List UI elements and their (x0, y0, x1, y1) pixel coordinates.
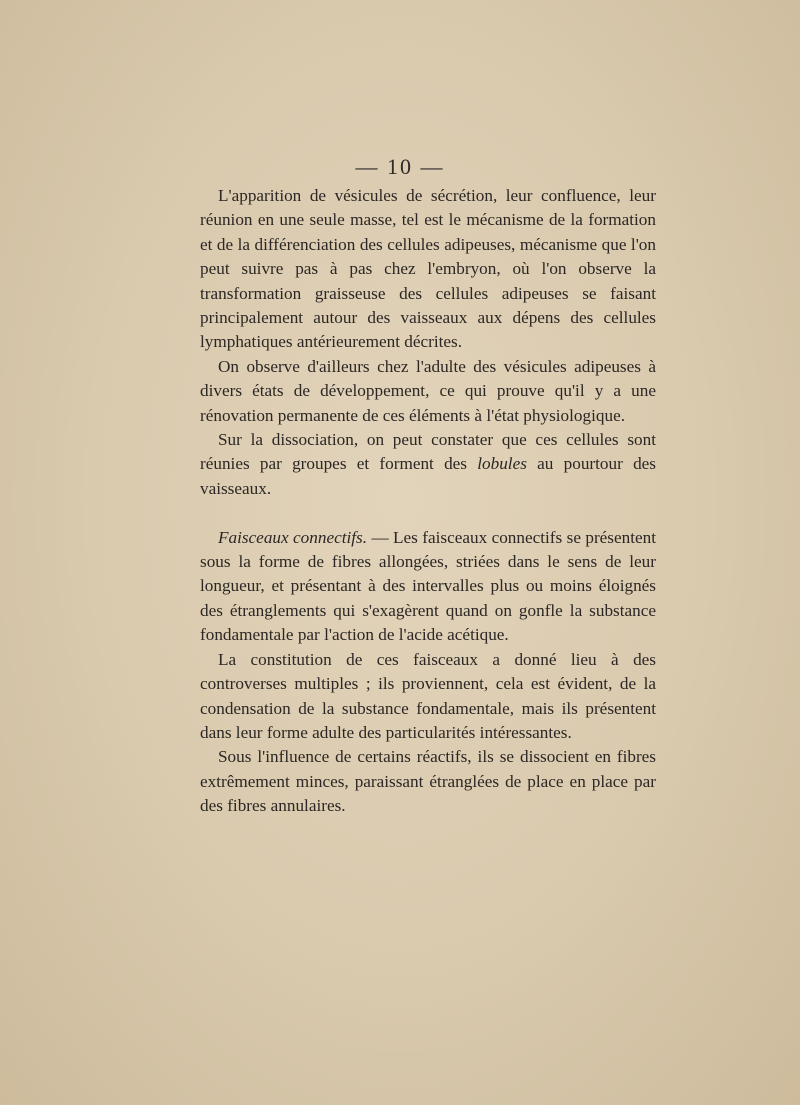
paragraph-dissociation (200, 428, 656, 501)
paragraph-reactifs: Sous l'influence de certains réactifs, ils se dissocient en fibres extrêmement minces, paraissant étranglées de place en place par des fibres annulaires. (200, 747, 656, 816)
paragraph-adulte: On observe d'ailleurs chez l'adulte des vésicules adipeuses à divers états de développement, ce qui prouve qu'il y a une rénovation permanente de ces éléments à l'état physiologique. (200, 356, 656, 425)
paragraph-dissociation-end: au pourtour des vaisseaux. (200, 454, 656, 498)
paragraph-vesicules: L'apparition de vésicules de sécrétion, leur confluence, leur réunion en une seule masse, tel est le mécanisme de la formation et de la différenciation des cellules adipeuses, mécanisme que l'on peut suivre pas à pas chez l'embryon, où l'on observe la transformation graisseuse des cellules adipeuses se faisant principalement autour des vaisseaux aux dépens des cellules lymphatiques antérieurement décrites. (200, 186, 656, 352)
body-text (200, 184, 656, 819)
paragraph-dissociation-text: Sur la dissociation, on peut constater que ces cellules sont réunies par groupes et forment des (200, 430, 656, 474)
term-lobules: lobules (477, 454, 527, 474)
paragraph-faisceaux-text: — Les faisceaux connectifs se présentent sous la forme de fibres allongées, striées dans le sens de leur longueur, et présentant à des intervalles plus ou moins éloignés des étranglements qui s'exagèrent quand on gonfle la substance fondamentale par l'action de l'acide acétique. (200, 527, 656, 645)
page-number: — 10 — (355, 154, 445, 179)
paragraph-faisceaux (200, 526, 656, 648)
paragraph-constitution: La constitution de ces faisceaux a donné lieu à des controverses multiples ; ils proviennent, cela est évident, de la condensation de la substance fondamentale, mais ils présentent dans leur forme adulte des particularités intéressantes. (200, 649, 656, 742)
section-heading-faisceaux-connectifs: Faisceaux connectifs. (218, 527, 368, 547)
